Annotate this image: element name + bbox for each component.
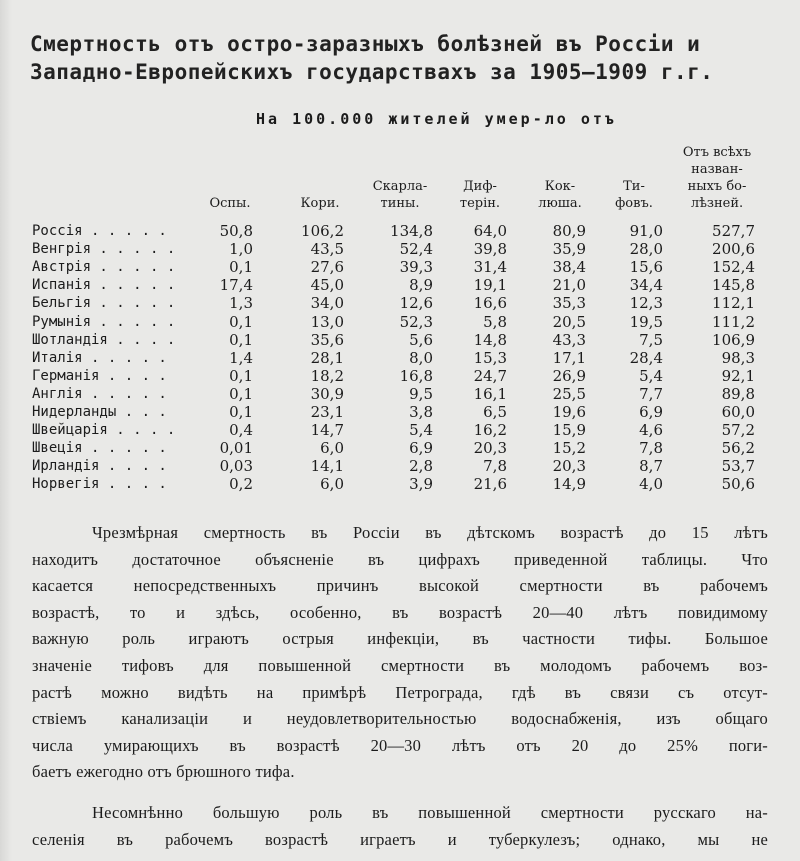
table-cell: 6,0 — [320, 475, 344, 494]
table-cell: 112,1 — [712, 294, 755, 313]
country-name: Россія . . . . . — [32, 223, 167, 239]
table-cell: 19,5 — [629, 312, 663, 331]
table-subtitle: На 100.000 жителей умер-ло отъ — [256, 110, 617, 128]
column-header — [589, 178, 679, 212]
table-cell: 7,8 — [483, 457, 507, 476]
table-cell: 7,7 — [639, 384, 663, 403]
table-cell: 35,6 — [310, 330, 344, 349]
table-row — [0, 367, 800, 386]
table-cell: 18,2 — [310, 366, 344, 385]
table-cell: 106,2 — [301, 222, 344, 240]
paragraph-line: важную роль играютъ острыя инфекціи, въ частности тифы. Большое — [32, 629, 768, 649]
table-row — [0, 421, 800, 440]
table-cell: 6,0 — [320, 439, 344, 458]
table-cell: 0,03 — [219, 457, 253, 476]
table-cell: 27,6 — [310, 258, 344, 277]
table-cell: 56,2 — [721, 439, 755, 458]
table-cell: 35,9 — [552, 240, 586, 259]
table-cell: 200,6 — [712, 240, 755, 259]
table-cell: 1,3 — [229, 294, 253, 313]
table-cell: 26,9 — [552, 366, 586, 385]
table-cell: 7,5 — [639, 330, 663, 349]
table-cell: 43,3 — [552, 330, 586, 349]
table-cell: 6,9 — [409, 439, 433, 458]
country-name: Венгрія . . . . . — [32, 241, 176, 258]
table-cell: 34,0 — [310, 294, 344, 313]
column-header-line: люша. — [538, 196, 582, 211]
table-row — [0, 475, 800, 494]
country-name: Шотландія . . . . — [32, 331, 176, 348]
table-cell: 6,9 — [639, 403, 663, 421]
column-header-line: тины. — [380, 196, 420, 211]
table-cell: 16,2 — [473, 421, 507, 440]
column-header-line: Отъ всѣхъ — [682, 145, 752, 160]
paragraph-line: касается непосредственныхъ причинъ высокой смертности въ рабочемъ — [32, 576, 768, 596]
table-cell: 0,1 — [229, 258, 253, 277]
table-cell: 15,2 — [552, 439, 586, 458]
paragraph-1 — [32, 520, 768, 786]
country-name: Ирландія . . . . — [32, 458, 167, 475]
table-cell: 134,8 — [390, 222, 433, 240]
table-cell: 98,3 — [721, 348, 755, 367]
table-cell: 2,8 — [409, 457, 433, 476]
table-cell: 17,4 — [219, 276, 253, 295]
paragraph-line: возрастѣ, то и здѣсь, особенно, въ возрастѣ 20—40 лѣтъ повидимому — [32, 602, 768, 622]
table-cell: 12,3 — [629, 294, 663, 313]
table-cell: 106,9 — [712, 330, 755, 349]
table-cell: 5,4 — [409, 421, 433, 440]
table-cell: 7,8 — [639, 439, 663, 458]
table-cell: 1,0 — [229, 240, 253, 259]
table-cell: 3,8 — [409, 403, 433, 421]
table-cell: 17,1 — [552, 348, 586, 367]
table-cell: 0,1 — [229, 330, 253, 349]
table-cell: 14,9 — [552, 475, 586, 494]
table-row — [0, 331, 800, 350]
table-cell: 152,4 — [712, 258, 755, 277]
table-cell: 34,4 — [629, 276, 663, 295]
country-name: Швеція . . . . . — [32, 440, 167, 457]
country-name: Испанія . . . . . — [32, 277, 176, 294]
table-row — [0, 439, 800, 458]
table-cell: 0,1 — [229, 366, 253, 385]
table-cell: 9,5 — [409, 384, 433, 403]
table-cell: 30,9 — [310, 384, 344, 403]
table-cell: 28,1 — [310, 348, 344, 367]
column-header-line: Кори. — [300, 196, 340, 211]
table-cell: 16,6 — [473, 294, 507, 313]
table-cell: 39,3 — [399, 258, 433, 277]
table-cell: 5,4 — [639, 366, 663, 385]
table-cell: 57,2 — [721, 421, 755, 440]
table-cell: 145,8 — [712, 276, 755, 295]
column-header-line: Оспы. — [209, 196, 251, 211]
table-cell: 21,6 — [473, 475, 507, 494]
table-cell: 8,0 — [409, 348, 433, 367]
country-name: Норвегія . . . . — [32, 476, 167, 493]
table-cell: 28,0 — [629, 240, 663, 259]
table-cell: 80,9 — [552, 222, 586, 240]
column-header-line: терін. — [459, 196, 501, 211]
table-cell: 111,2 — [712, 312, 755, 331]
table-row — [0, 313, 800, 332]
title-line-2: Западно-Европейскихъ государствахъ за 1905—1909 г.г. — [30, 60, 714, 84]
column-header — [672, 144, 762, 212]
country-name: Италія . . . . . — [32, 349, 167, 366]
table-cell: 23,1 — [310, 403, 344, 421]
table-cell: 64,0 — [473, 222, 507, 240]
table-cell: 52,4 — [399, 240, 433, 259]
column-header-line: лѣзней. — [690, 196, 744, 211]
table-cell: 28,4 — [629, 348, 663, 367]
table-cell: 8,9 — [409, 276, 433, 295]
table-cell: 527,7 — [712, 222, 755, 240]
table-cell: 5,6 — [409, 330, 433, 349]
table-cell: 6,5 — [483, 403, 507, 421]
table-cell: 0,2 — [229, 475, 253, 494]
table-cell: 15,9 — [552, 421, 586, 440]
column-header — [275, 195, 365, 212]
column-header-line: ныхъ бо- — [687, 179, 747, 194]
table-cell: 43,5 — [310, 240, 344, 259]
paragraph-line: значеніе тифовъ для повышенной смертности въ молодомъ рабочемъ воз- — [32, 655, 768, 675]
table-cell: 35,3 — [552, 294, 586, 313]
table-row — [0, 385, 800, 404]
country-name: Нидерланды . . . — [32, 404, 167, 420]
column-header — [355, 178, 445, 212]
paragraph-line: растѣ можно видѣть на примѣрѣ Петрограда, гдѣ въ связи съ отсут- — [32, 682, 768, 702]
table-cell: 13,0 — [310, 312, 344, 331]
column-header-line: Диф- — [463, 179, 497, 194]
table-cell: 5,8 — [483, 312, 507, 331]
table-cell: 20,5 — [552, 312, 586, 331]
table-cell: 0,4 — [229, 421, 253, 440]
table-cell: 91,0 — [629, 222, 663, 240]
table-cell: 0,1 — [229, 312, 253, 331]
table-cell: 50,6 — [721, 475, 755, 494]
table-row — [0, 258, 800, 277]
paragraph-line: селенія въ рабочемъ возрастѣ играетъ и туберкулезъ; однако, мы не — [32, 829, 768, 849]
table-cell: 24,7 — [473, 366, 507, 385]
country-name: Германія . . . . — [32, 367, 167, 384]
table-cell: 12,6 — [399, 294, 433, 313]
table-row — [0, 349, 800, 368]
paragraph-line: Несомнѣнно большую роль въ повышенной смертности русскаго на- — [92, 803, 768, 822]
country-name: Бельгія . . . . . — [32, 295, 176, 312]
table-row — [0, 240, 800, 259]
table-row — [0, 276, 800, 295]
paragraph-line: ствіемъ канализаціи и неудовлетворительностью водоснабженія, изъ общаго — [32, 709, 768, 729]
table-cell: 60,0 — [721, 403, 755, 421]
table-cell: 0,1 — [229, 403, 253, 421]
paragraph-line: Чрезмѣрная смертность въ Россіи въ дѣтскомъ возрастѣ до 15 лѣтъ — [92, 523, 768, 542]
paragraph-line: находитъ достаточное объясненіе въ цифрахъ приведенной таблицы. Что — [32, 549, 768, 569]
table-cell: 8,7 — [639, 457, 663, 476]
table-cell: 16,1 — [473, 384, 507, 403]
table-cell: 21,0 — [552, 276, 586, 295]
table-cell: 20,3 — [473, 439, 507, 458]
table-row — [0, 294, 800, 313]
country-name: Англія . . . . . — [32, 385, 167, 402]
country-name: Румынія . . . . . — [32, 313, 176, 330]
table-cell: 0,1 — [229, 384, 253, 403]
table-cell: 53,7 — [721, 457, 755, 476]
table-cell: 19,6 — [552, 403, 586, 421]
table-cell: 45,0 — [310, 276, 344, 295]
table-cell: 20,3 — [552, 457, 586, 476]
paragraph-line: числа умирающихъ въ возрастѣ 20—30 лѣтъ отъ 20 до 25% поги- — [32, 735, 768, 755]
table-cell: 39,8 — [473, 240, 507, 259]
column-header — [185, 195, 275, 212]
table-cell: 4,6 — [639, 421, 663, 440]
document-title — [30, 30, 780, 86]
table-cell: 1,4 — [229, 348, 253, 367]
table-cell: 89,8 — [721, 384, 755, 403]
country-name: Швейцарія . . . . — [32, 422, 176, 439]
paragraph-2 — [32, 800, 768, 853]
table-row — [0, 403, 800, 422]
table-cell: 50,8 — [219, 222, 253, 240]
column-header-line: Ти- — [623, 179, 645, 194]
table-cell: 16,8 — [399, 366, 433, 385]
table-cell: 31,4 — [473, 258, 507, 277]
table-cell: 15,3 — [473, 348, 507, 367]
table-cell: 19,1 — [473, 276, 507, 295]
table-cell: 25,5 — [552, 384, 586, 403]
table-cell: 0,01 — [219, 439, 253, 458]
table-cell: 52,3 — [399, 312, 433, 331]
table-cell: 14,7 — [310, 421, 344, 440]
table-cell: 15,6 — [629, 258, 663, 277]
table-cell: 38,4 — [552, 258, 586, 277]
column-header-line: Скарла- — [372, 179, 428, 194]
table-row — [0, 457, 800, 476]
column-header-line: фовъ. — [615, 196, 653, 211]
table-cell: 14,8 — [473, 330, 507, 349]
paragraph-line: баетъ ежегодно отъ брюшного тифа. — [32, 762, 295, 782]
column-header — [435, 178, 525, 212]
column-header-line: назван- — [691, 162, 743, 177]
table-row — [0, 222, 800, 241]
table-cell: 92,1 — [721, 366, 755, 385]
column-header-line: Кок- — [544, 179, 576, 194]
table-cell: 4,0 — [639, 475, 663, 494]
country-name: Австрія . . . . . — [32, 259, 176, 276]
table-cell: 3,9 — [409, 475, 433, 494]
title-line-1: Смертность отъ остро-заразныхъ болѣзней въ Россіи и — [30, 32, 701, 56]
table-cell: 14,1 — [310, 457, 344, 476]
